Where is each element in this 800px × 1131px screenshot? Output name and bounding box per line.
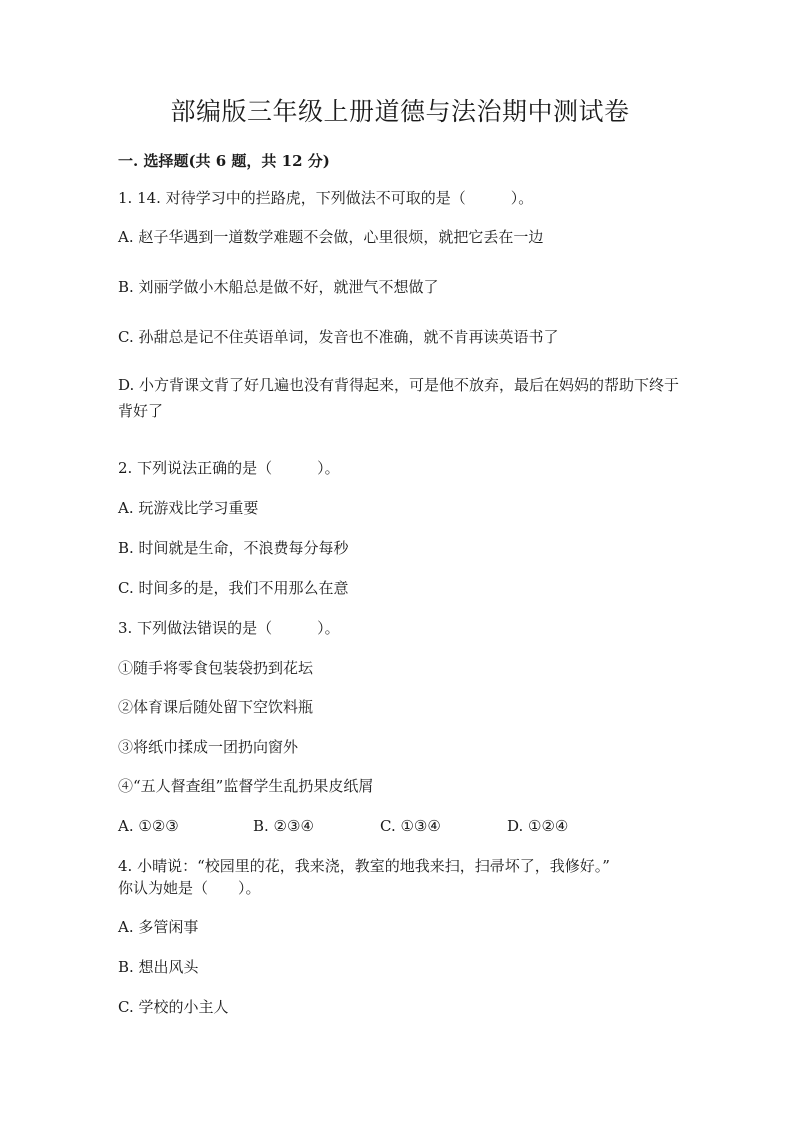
question-3-option-b: B. ②③④ bbox=[253, 817, 314, 835]
question-2-option-c: C. 时间多的是，我们不用那么在意 bbox=[118, 579, 349, 597]
question-2-option-b: B. 时间就是生命，不浪费每分每秒 bbox=[118, 539, 349, 557]
question-4-option-c: C. 学校的小主人 bbox=[118, 998, 229, 1016]
question-4-option-b: B. 想出风头 bbox=[118, 958, 199, 976]
question-3-item-1: ①随手将零食包装袋扔到花坛 bbox=[118, 659, 314, 677]
question-1-option-b: B. 刘丽学做小木船总是做不好，就泄气不想做了 bbox=[118, 278, 439, 296]
section-header: 一. 选择题(共 6 题，共 12 分) bbox=[118, 152, 330, 170]
question-3-option-d: D. ①②④ bbox=[507, 817, 569, 835]
question-3-option-a: A. ①②③ bbox=[118, 817, 179, 835]
question-3-option-c: C. ①③④ bbox=[380, 817, 441, 835]
question-1-stem: 1. 14. 对待学习中的拦路虎，下列做法不可取的是（ ）。 bbox=[118, 189, 534, 207]
question-3-item-3: ③将纸巾揉成一团扔向窗外 bbox=[118, 738, 299, 756]
question-1-option-a: A. 赵子华遇到一道数学难题不会做，心里很烦，就把它丢在一边 bbox=[118, 228, 544, 246]
question-3-item-2: ②体育课后随处留下空饮料瓶 bbox=[118, 698, 314, 716]
question-3-item-4: ④“五人督查组”监督学生乱扔果皮纸屑 bbox=[118, 777, 374, 795]
question-1-option-d: D. 小方背课文背了好几遍也没有背得起来，可是他不放弃，最后在妈妈的帮助下终于背好了 bbox=[118, 376, 680, 420]
question-4-stem-line1: 4. 小晴说：“校园里的花，我来浇，教室的地我来扫，扫帚坏了，我修好。” bbox=[118, 857, 610, 875]
question-1-option-c: C. 孙甜总是记不住英语单词，发音也不准确，就不肯再读英语书了 bbox=[118, 328, 559, 346]
question-4-option-a: A. 多管闲事 bbox=[118, 918, 199, 936]
question-2-option-a: A. 玩游戏比学习重要 bbox=[118, 499, 259, 517]
question-4-stem-line2: 你认为她是（ ）。 bbox=[118, 879, 261, 897]
question-2-stem: 2. 下列说法正确的是（ ）。 bbox=[118, 459, 340, 477]
question-3-stem: 3. 下列做法错误的是（ ）。 bbox=[118, 619, 340, 637]
page-title: 部编版三年级上册道德与法治期中测试卷 bbox=[170, 97, 630, 126]
